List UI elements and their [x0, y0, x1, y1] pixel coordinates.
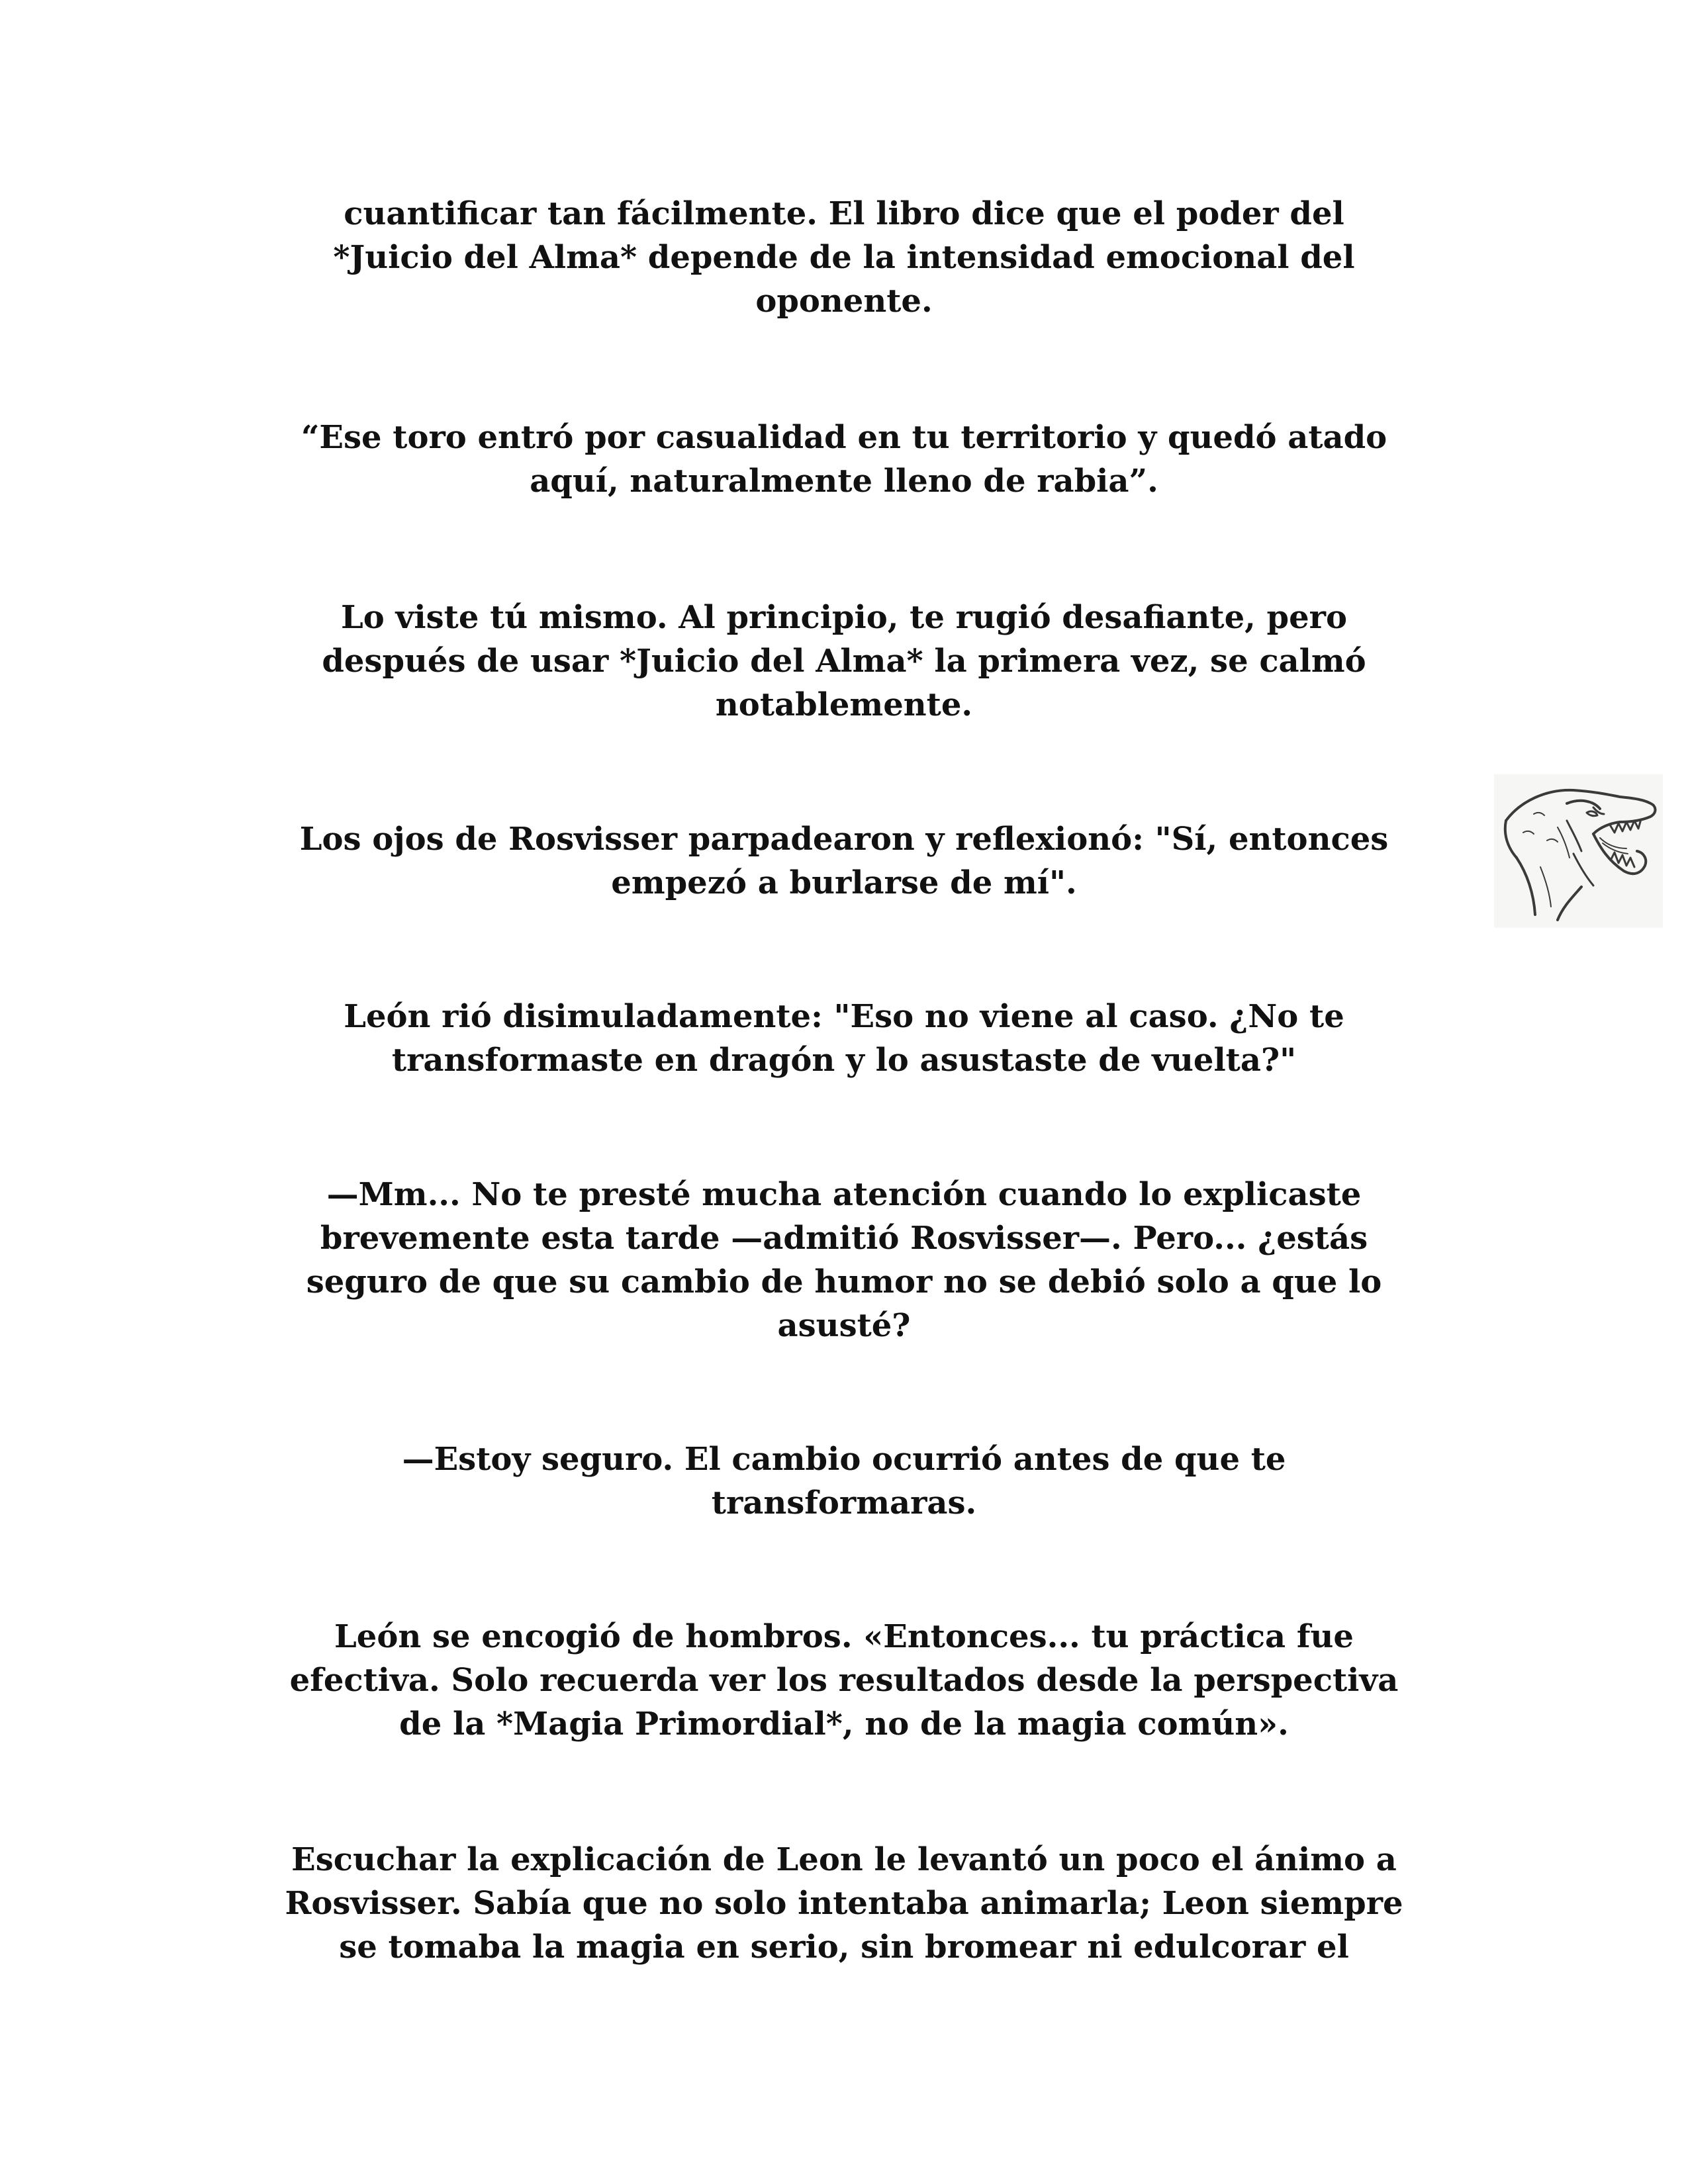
paragraph-3: Lo viste tú mismo. Al principio, te rugió desafiante, pero después de usar *Juicio del Alma* la primera vez, se calmó notablemente.	[322, 599, 1366, 723]
paragraph-1: cuantificar tan fácilmente. El libro dice que el poder del *Juicio del Alma* depende de la intensidad emocional del oponente.	[333, 195, 1355, 320]
paragraph-5: León rió disimuladamente: "Eso no viene al caso. ¿No te transformaste en dragón y lo asustaste de vuelta?"	[344, 998, 1344, 1079]
paragraph-4: Los ojos de Rosvisser parpadearon y reflexionó: "Sí, entonces empezó a burlarse de mí".	[299, 821, 1389, 901]
paragraph-9: Escuchar la explicación de Leon le levantó un poco el ánimo a Rosvisser. Sabía que no solo intentaba animarla; Leon siempre se tomaba la magia en serio, sin bromear ni edulcorar el	[285, 1841, 1403, 1966]
paragraph-8: León se encogió de hombros. «Entonces... tu práctica fue efectiva. Solo recuerda ver los resultados desde la perspectiva de la *Magia Primordial*, no de la magia común».	[289, 1618, 1399, 1743]
paragraph-7: —Estoy seguro. El cambio ocurrió antes de que te transformaras.	[402, 1441, 1286, 1522]
paragraph-6: —Mm... No te presté mucha atención cuando lo explicaste brevemente esta tarde —admitió Rosvisser—. Pero... ¿estás seguro de que su cambio de humor no se debió solo a que lo asusté?	[306, 1176, 1382, 1344]
paragraph-2: “Ese toro entró por casualidad en tu territorio y quedó atado aquí, naturalmente lleno de rabia”.	[301, 419, 1387, 500]
dinosaur-head-sketch-icon	[1494, 774, 1663, 928]
